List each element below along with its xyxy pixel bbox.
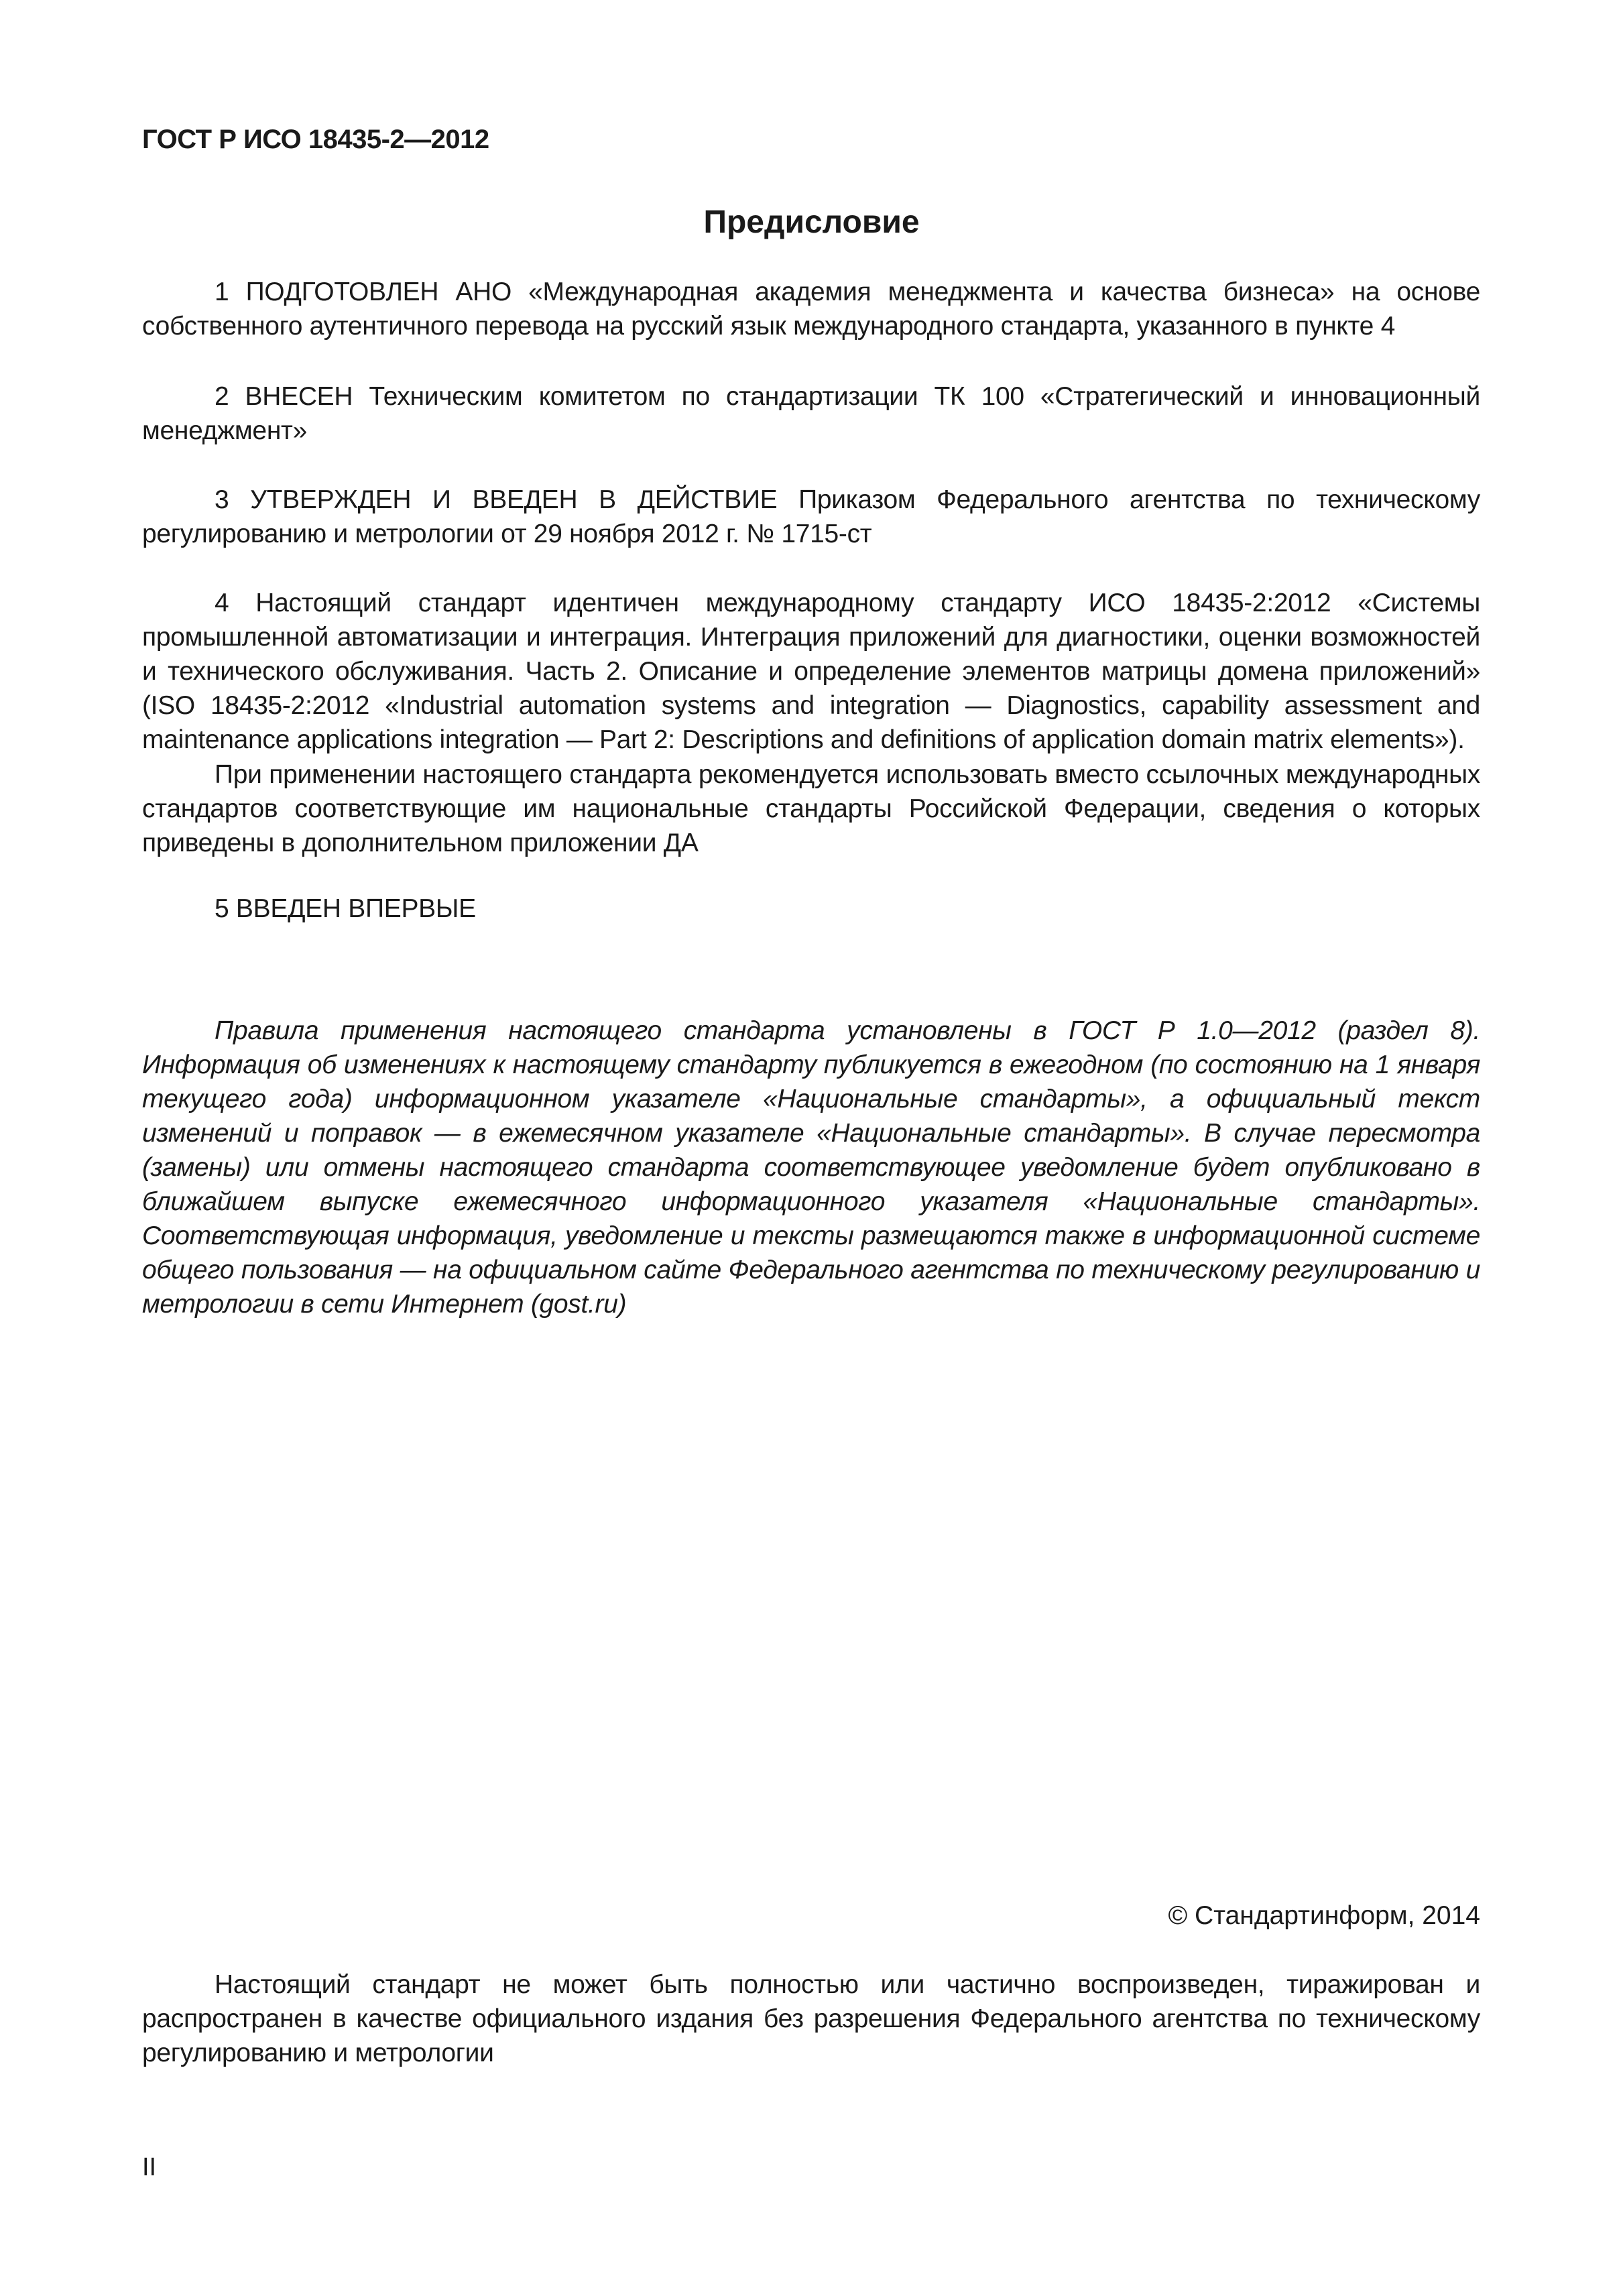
preface-title: Предисловие — [703, 204, 920, 240]
document-code: ГОСТ Р ИСО 18435-2—2012 — [142, 125, 489, 154]
preface-item-1: 1 ПОДГОТОВЛЕН АНО «Международная академия менеджмента и качества бизнеса» на основе собственного аутентичного перевода на русский язык международного стандарта, указанного в пункте 4 — [142, 278, 1480, 341]
preface-item-5: 5 ВВЕДЕН ВПЕРВЫЕ — [215, 894, 476, 923]
preface-item-4-note: При применении настоящего стандарта рекомендуется использовать вместо ссылочных международных стандартов соответствующие им национальные стандарты Российской Федерации, сведения о которых приведены в дополнительном приложении ДА — [142, 760, 1480, 857]
rules-notice: Правила применения настоящего стандарта установлены в ГОСТ Р 1.0—2012 (раздел 8). Информация об изменениях к настоящему стандарту публикуется в ежегодном (по состоянию на 1 января текущего года) информационном указателе «Национальные стандарты», а официальный текст изменений и поправок — в ежемесячном указателе «Национальные стандарты». В случае пересмотра (замены) или отмены настоящего стандарта соответствующее уведомление будет опубликовано в ближайшем выпуске ежемесячного информационного указателя «Национальные стандарты». Соответствующая информация, уведомление и тексты размещаются также в информационной системе общего пользования — на официальном сайте Федерального агентства по техническому регулированию и метрологии в сети Интернет (gost.ru) — [142, 1016, 1480, 1319]
preface-item-4: 4 Настоящий стандарт идентичен международному стандарту ИСО 18435-2:2012 «Системы промышленной автоматизации и интеграция. Интеграция приложений для диагностики, оценки возможностей и технического обслуживания. Часть 2. Описание и определение элементов матрицы домена приложений» (ISO 18435-2:2012 «Industrial automation systems and integration — Diagnostics, capability assessment and maintenance applications integration — Part 2: Descriptions and definitions of application domain matrix elements»). — [142, 589, 1480, 754]
copyright: © Стандартинформ, 2014 — [1168, 1901, 1480, 1930]
reproduction-notice: Настоящий стандарт не может быть полностью или частично воспроизведен, тиражирован и распространен в качестве официального издания без разрешения Федерального агентства по техническому регулированию и метрологии — [142, 1970, 1480, 2067]
page-number: II — [142, 2153, 157, 2181]
preface-item-3: 3 УТВЕРЖДЕН И ВВЕДЕН В ДЕЙСТВИЕ Приказом Федерального агентства по техническому регулированию и метрологии от 29 ноября 2012 г. № 1715-ст — [142, 485, 1480, 548]
preface-item-2: 2 ВНЕСЕН Техническим комитетом по стандартизации ТК 100 «Стратегический и инновационный менеджмент» — [142, 382, 1480, 445]
